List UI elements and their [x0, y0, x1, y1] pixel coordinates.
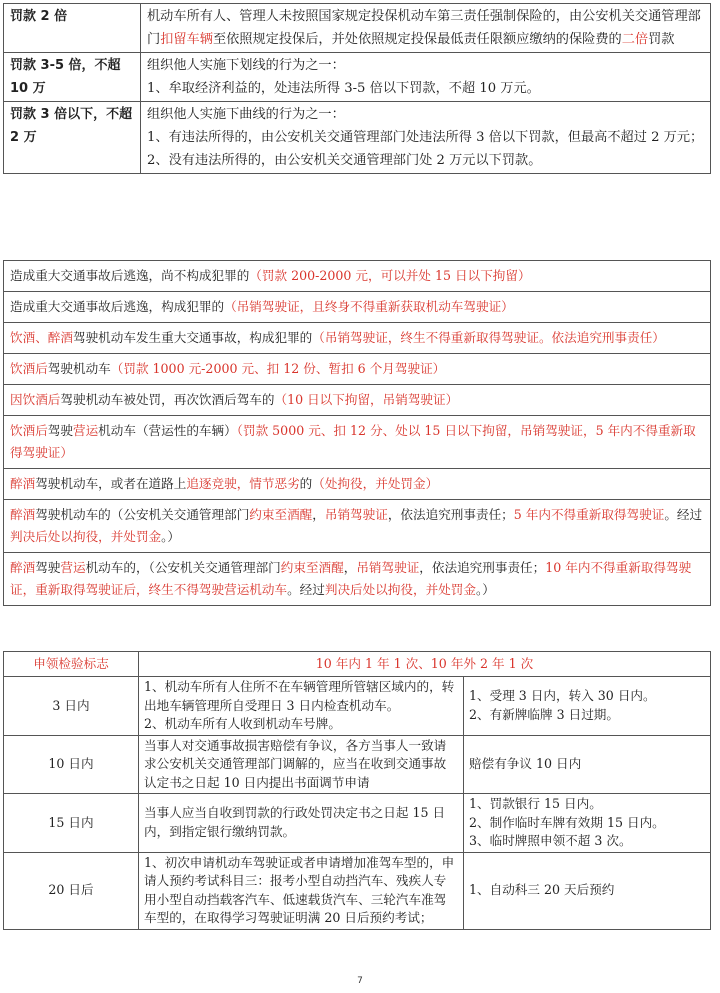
- violation-cell: [4, 292, 711, 323]
- period-cell: 15 日内: [4, 794, 139, 853]
- note-line: 1、受理 3 日内，转入 30 日内。: [469, 688, 656, 704]
- text-segment: 造成重大交通事故后逃逸，构成犯罪的: [10, 299, 225, 314]
- highlight-text: 判决后处以拘役，并处罚金: [324, 582, 476, 597]
- rule-description: [139, 677, 464, 736]
- table-row: [4, 416, 711, 469]
- highlight-text: 约束至酒醒: [280, 560, 344, 575]
- description-line: 当事人对交通事故损害赔偿有争议，各方当事人一致请求公安机关交通管理部门调解的，应当在收到交通事故认定书之日起 10 日内提出书面调节申请: [144, 737, 447, 790]
- violation-cell: [4, 469, 711, 500]
- description-line: 1、初次申请机动车驾驶证或者申请增加准驾车型的，申请人预约考试科目三：报考小型自动挡汽车、残疾人专用小型自动挡载客汽车、低速载货汽车、三轮汽车准驾车型的，在取得学习驾驶证明满 20 日后预约考试；: [144, 854, 455, 925]
- text-segment: 机动车所有人、管理人未按照国家规定投保机动车第三责任强制保险的，由公安机关交通管理部门: [147, 9, 701, 47]
- note-line: 1、罚款银行 15 日内。: [469, 796, 602, 811]
- note-line: 2、有新牌临牌 3 日过期。: [469, 706, 619, 722]
- table-row: [4, 469, 711, 500]
- table-row: [4, 553, 711, 606]
- description-line: 1、牟取经济利益的，处违法所得 3-5 倍以下罚款，不超 10 万元。: [147, 81, 540, 96]
- description-line: 组织他人实施下曲线的行为之一：: [147, 107, 345, 122]
- highlight-text: 判决后处以拘役，并处罚金: [10, 529, 162, 544]
- highlight-text: （10 日以下拘留，吊销驾驶证）: [274, 392, 459, 407]
- text-segment: 机动车的，（公安机关交通管理部门: [85, 560, 281, 575]
- text-segment: ，: [312, 507, 325, 522]
- rule-description: [139, 735, 464, 794]
- time-limit-table: [3, 651, 711, 930]
- highlight-text: 吊销驾驶证: [324, 507, 388, 522]
- text-segment: 驾驶机动车的（公安机关交通管理部门: [35, 507, 250, 522]
- period-cell: 3 日内: [4, 677, 139, 736]
- highlight-text: （吊销驾驶证，且终身不得重新获取机动车驾驶证）: [224, 299, 514, 314]
- highlight-text: 追逐竞驶，情节恶劣: [186, 476, 300, 491]
- text-segment: 驾驶机动车，或者在道路上: [35, 476, 187, 491]
- table-row: [4, 500, 711, 553]
- table-row: [4, 53, 711, 102]
- note-line: 2、制作临时车牌有效期 15 日内。: [469, 814, 665, 830]
- table-row: [4, 852, 711, 929]
- text-segment: 至依照规定投保后，并处依照规定投保最低责任限额应缴纳的保险费的: [212, 32, 622, 47]
- violation-cell: [4, 500, 711, 553]
- text-segment: ，依法追究刑事责任；: [387, 507, 514, 522]
- rule-description: [139, 852, 464, 929]
- highlight-text: （罚款 200-2000 元，可以并处 15 日以下拘留）: [249, 268, 531, 283]
- highlight-text: 10 年内不得重新取得驾驶证，重新取得驾驶证后，终生不得驾驶营运机动车: [10, 560, 692, 597]
- highlight-text: 约束至酒醒: [249, 507, 313, 522]
- highlight-text: 扣留车辆: [160, 32, 213, 47]
- highlight-text: （罚款 1000 元-2000 元、扣 12 份、暂扣 6 个月驾驶证）: [110, 361, 446, 376]
- highlight-text: 醉酒: [10, 560, 36, 575]
- text-segment: 罚款: [648, 32, 675, 47]
- note-line: 1、自动科三 20 天后预约: [469, 882, 615, 898]
- text-segment: 驾驶机动车发生重大交通事故，构成犯罪的: [72, 330, 313, 345]
- penalty-label: 罚款 3 倍以下，不超 2 万: [4, 102, 141, 174]
- table-row: [4, 323, 711, 354]
- penalty-label: 罚款 2 倍: [4, 4, 141, 53]
- text-segment: 的: [299, 476, 313, 491]
- text-segment: 驾驶: [47, 423, 73, 438]
- table-row: [4, 102, 711, 174]
- summary-note: [464, 794, 711, 853]
- summary-note: [464, 735, 711, 794]
- description-line: 2、机动车所有人收到机动车号牌。: [144, 716, 341, 731]
- highlight-text: 5 年内不得重新取得驾驶证: [513, 507, 665, 522]
- text-segment: 。）: [161, 529, 181, 544]
- summary-note: [464, 677, 711, 736]
- header-value: 10 年内 1 年 1 次、10 年外 2 年 1 次: [139, 652, 711, 677]
- violation-cell: [4, 323, 711, 354]
- description-line: 1、机动车所有人住所不在车辆管理所管辖区域内的，转出地车辆管理所自受理日 3 日内检查机动车。: [144, 679, 455, 713]
- table-row: [4, 677, 711, 736]
- description-line: 当事人应当自收到罚款的行政处罚决定书之日起 15 日内，到指定银行缴纳罚款。: [144, 805, 446, 839]
- highlight-text: 营运: [60, 560, 86, 575]
- table-row: [4, 385, 711, 416]
- rule-description: [139, 794, 464, 853]
- highlight-text: 二倍: [621, 32, 649, 47]
- highlight-text: 饮酒后: [10, 361, 48, 376]
- table-row: [4, 735, 711, 794]
- table-row: [4, 794, 711, 853]
- highlight-text: 吊销驾驶证: [356, 560, 420, 575]
- page-number: 7: [357, 976, 363, 986]
- penalty-description: [141, 4, 711, 53]
- note-line: 3、临时牌照申领不超 3 次。: [469, 833, 632, 848]
- description-line: 2、没有违法所得的，由公安机关交通管理部门处 2 万元以下罚款。: [147, 153, 542, 168]
- highlight-text: （吊销驾驶证，终生不得重新取得驾驶证。依法追究刑事责任）: [312, 330, 665, 345]
- description-line: 组织他人实施下划线的行为之一：: [147, 58, 345, 73]
- violation-cell: [4, 385, 711, 416]
- header-label: 申领检验标志: [4, 652, 139, 677]
- text-segment: 。经过: [287, 582, 325, 597]
- text-segment: 机动车（营运性的车辆）: [98, 423, 237, 438]
- text-segment: ，依法追究刑事责任；: [419, 560, 546, 575]
- violation-cell: [4, 261, 711, 292]
- highlight-text: 饮酒后: [10, 423, 48, 438]
- drunk-driving-penalty-table: [3, 260, 711, 606]
- table-row: [4, 354, 711, 385]
- period-cell: 20 日后: [4, 852, 139, 929]
- violation-cell: [4, 553, 711, 606]
- highlight-text: 饮酒、醉酒: [10, 330, 73, 345]
- summary-note: [464, 852, 711, 929]
- highlight-text: 因饮酒后: [10, 392, 61, 407]
- violation-cell: [4, 416, 711, 469]
- period-cell: 10 日内: [4, 735, 139, 794]
- text-segment: 驾驶: [35, 560, 61, 575]
- violation-cell: [4, 354, 711, 385]
- highlight-text: （罚款 5000 元、扣 12 分、处以 15 日以下拘留，吊销驾驶证，5 年内不得重新取得驾驶证）: [10, 423, 696, 460]
- text-segment: ，: [343, 560, 357, 575]
- text-segment: 。）: [475, 582, 495, 597]
- penalty-description: [141, 102, 711, 174]
- highlight-text: 醉酒: [10, 476, 36, 491]
- table-row: [4, 4, 711, 53]
- text-segment: 造成重大交通事故后逃逸，尚不构成犯罪的: [10, 268, 250, 283]
- text-segment: 驾驶机动车: [47, 361, 111, 376]
- text-segment: 。经过: [664, 507, 703, 522]
- highlight-text: （处拘役，并处罚金）: [312, 476, 439, 491]
- description-line: 1、有违法所得的，由公安机关交通管理部门处违法所得 3 倍以下罚款，但最高不超过 2 万元；: [147, 130, 704, 145]
- table-row: [4, 261, 711, 292]
- highlight-text: 醉酒: [10, 507, 36, 522]
- table-row: [4, 292, 711, 323]
- penalty-label: 罚款 3-5 倍，不超 10 万: [4, 53, 141, 102]
- table-header-row: [4, 652, 711, 677]
- highlight-text: 营运: [72, 423, 99, 438]
- penalty-multiplier-table: [3, 3, 711, 174]
- text-segment: 驾驶机动车被处罚，再次饮酒后驾车的: [60, 392, 275, 407]
- note-line: 赔偿有争议 10 日内: [469, 756, 582, 771]
- penalty-description: [141, 53, 711, 102]
